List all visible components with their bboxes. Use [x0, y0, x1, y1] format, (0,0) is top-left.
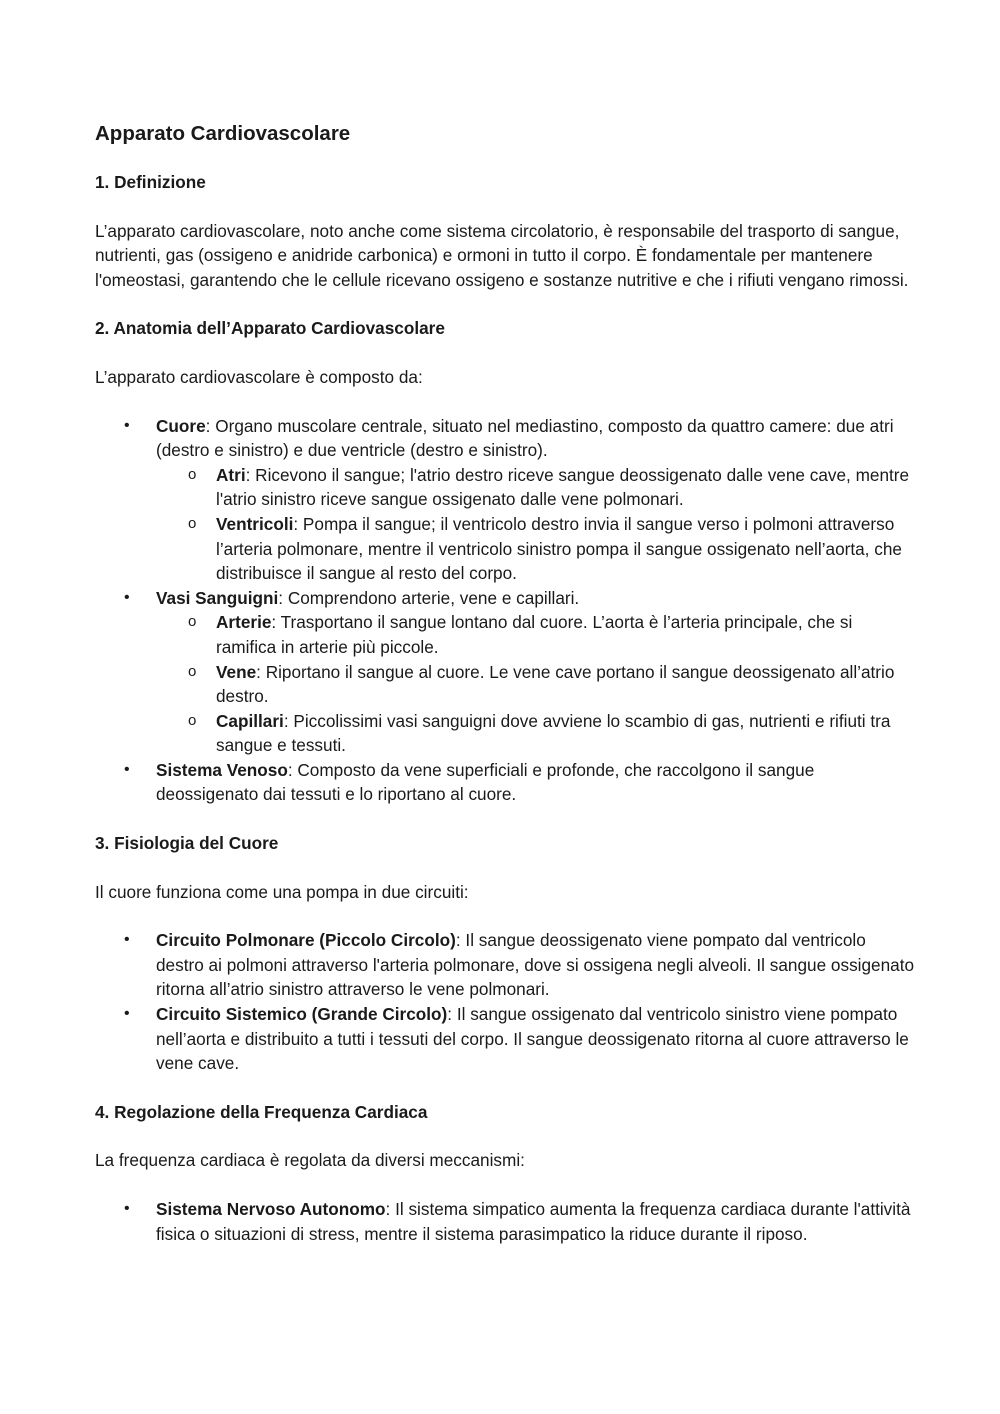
section-heading-fisiologia: 3. Fisiologia del Cuore	[95, 833, 279, 854]
list-item	[124, 928, 915, 1002]
list-item	[124, 758, 915, 807]
list-item-term: Circuito Polmonare (Piccolo Circolo)	[156, 930, 456, 951]
list-item-term: Sistema Nervoso Autonomo	[156, 1199, 386, 1219]
bullet-icon: •	[124, 760, 130, 778]
sublist-item-term: Vene	[216, 661, 257, 682]
section-heading-definizione: 1. Definizione	[95, 172, 206, 192]
bullet-icon: •	[124, 1200, 130, 1217]
sublist-item	[188, 660, 915, 709]
sublist-item-text: : Riportano il sangue al cuore. Le vene cave portano il sangue deossigenato all’atrio destro.	[216, 661, 895, 707]
regolazione-list	[95, 1197, 915, 1246]
list-item	[124, 1002, 915, 1076]
list-item-text: : Il sistema simpatico aumenta la frequenza cardiaca durante l'attività fisica o situazioni di stress, mentre il sistema parasimpatico la riduce durante il riposo.	[156, 1199, 911, 1244]
sub-bullet-icon: o	[188, 465, 197, 483]
list-item	[124, 414, 915, 586]
anatomia-list	[95, 414, 915, 808]
list-item-text: : Organo muscolare centrale, situato nel mediastino, composto da quattro camere: due atri (destro e sinistro) e due ventricle (destro e sinistro).	[156, 415, 894, 461]
sublist-item-text: : Piccolissimi vasi sanguigni dove avviene lo scambio di gas, nutrienti e rifiuti tra sangue e tessuti.	[216, 710, 891, 756]
sublist	[156, 463, 915, 586]
list-item-text: : Comprendono arterie, vene e capillari.	[278, 587, 580, 608]
sub-bullet-icon: o	[188, 711, 197, 729]
section-heading-anatomia: 2. Anatomia dell’Apparato Cardiovascolare	[95, 318, 445, 339]
sublist-item-term: Arterie	[216, 612, 272, 633]
bullet-icon: •	[124, 1005, 130, 1023]
list-item-term: Circuito Sistemico (Grande Circolo)	[156, 1004, 448, 1025]
list-item	[124, 1197, 915, 1246]
sublist-item	[188, 463, 915, 512]
sublist-item	[188, 709, 915, 758]
sublist-item-text: : Trasportano il sangue lontano dal cuore. L’aorta è l’arteria principale, che si ramifica in arterie più piccole.	[216, 612, 853, 657]
bullet-icon: •	[124, 588, 130, 606]
fisiologia-list	[95, 928, 915, 1076]
list-item-term: Cuore	[156, 415, 206, 436]
list-item-term: Vasi Sanguigni	[156, 587, 279, 608]
bullet-icon: •	[124, 931, 130, 949]
sub-bullet-icon: o	[188, 514, 197, 532]
list-item	[124, 586, 915, 758]
sublist-item-text: : Pompa il sangue; il ventricolo destro invia il sangue verso i polmoni attraverso l’arteria polmonare, mentre il ventricolo sinistro pompa il sangue ossigenato nell’aorta, che distribuisce il sangue al resto del corpo.	[216, 513, 902, 584]
list-item-text: : Il sangue ossigenato dal ventricolo sinistro viene pompato nell’aorta e distribuito a tutti i tessuti del corpo. Il sangue deossigenato ritorna al cuore attraverso le vene cave.	[156, 1004, 909, 1074]
sublist-item-term: Capillari	[216, 710, 284, 731]
sublist	[156, 610, 915, 758]
sublist-item	[188, 512, 915, 586]
sublist-item-term: Ventricoli	[216, 513, 294, 534]
bullet-icon: •	[124, 416, 130, 434]
sublist-item	[188, 610, 915, 659]
sub-bullet-icon: o	[188, 662, 197, 680]
document-content	[95, 120, 915, 1270]
document-title: Apparato Cardiovascolare	[95, 122, 351, 145]
section-intro-fisiologia: Il cuore funziona come una pompa in due circuiti:	[95, 881, 469, 902]
list-item-text: : Il sangue deossigenato viene pompato dal ventricolo destro ai polmoni attraverso l'arteria polmonare, dove si ossigena negli alveoli. Il sangue ossigenato ritorna all’atrio sinistro attraverso le vene polmonari.	[156, 930, 915, 1000]
sublist-item-term: Atri	[216, 464, 246, 485]
list-item-text: : Composto da vene superficiali e profonde, che raccolgono il sangue deossigenato dai tessuti e lo riportano al cuore.	[156, 759, 815, 805]
list-item-term: Sistema Venoso	[156, 759, 288, 780]
section-intro-anatomia: L’apparato cardiovascolare è composto da:	[95, 366, 423, 387]
section-heading-regolazione: 4. Regolazione della Frequenza Cardiaca	[95, 1101, 428, 1122]
sublist-item-text: : Ricevono il sangue; l'atrio destro riceve sangue deossigenato dalle vene cave, mentre l'atrio sinistro riceve sangue ossigenato dalle vene polmonari.	[216, 464, 910, 510]
section-paragraph-definizione: L’apparato cardiovascolare, noto anche come sistema circolatorio, è responsabile del trasporto di sangue, nutrienti, gas (ossigeno e anidride carbonica) e ormoni in tutto il corpo. È fondamentale per mantenere l'omeostasi, garantendo che le cellule ricevano ossigeno e sostanze nutritive e che i rifiuti vengano rimossi.	[95, 220, 909, 290]
section-intro-regolazione: La frequenza cardiaca è regolata da diversi meccanismi:	[95, 1150, 525, 1171]
sub-bullet-icon: o	[188, 613, 197, 631]
